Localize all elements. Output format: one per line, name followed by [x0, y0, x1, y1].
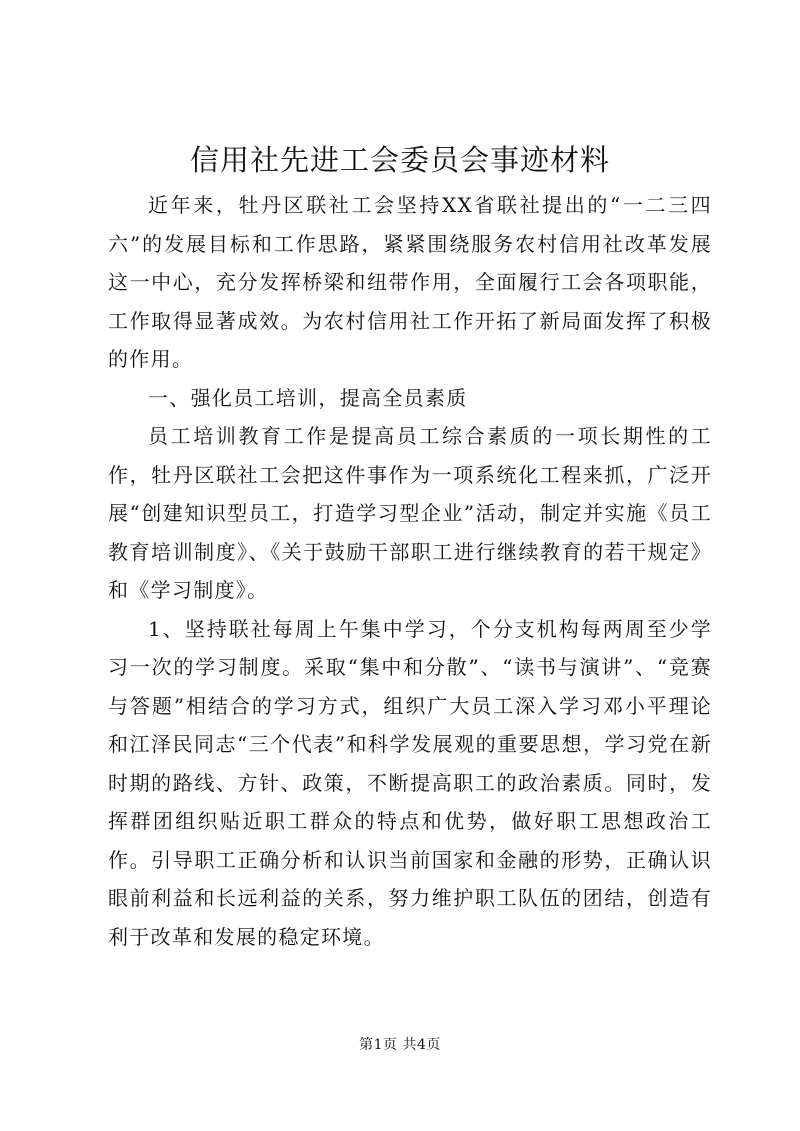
paragraph-training: 员工培训教育工作是提高员工综合素质的一项长期性的工作，牡丹区联社工会把这件事作为一项系统化工程来抓，广泛开展“创建知识型员工，打造学习型企业”活动，制定并实施《员工教育培训制度》、《关于鼓励干部职工进行继续教育的若干规定》和《学习制度》。 — [108, 424, 712, 602]
paragraph-study-system: 1、坚持联社每周上午集中学习，个分支机构每两周至少学习一次的学习制度。采取“集中和分散”、“读书与演讲”、“竞赛与答题”相结合的学习方式，组织广大员工深入学习邓小平理论和江泽民同志“三个代表”和科学发展观的重要思想，学习党在新时期的路线、方针、政策，不断提高职工的政治素质。同时，发挥群团组织贴近职工群众的特点和优势，做好职工思想政治工作。引导职工正确分析和认识当前国家和金融的形势，正确认识眼前利益和长远利益的关系，努力维护职工队伍的团结，创造有利于改革和发展的稳定环境。 — [108, 616, 712, 949]
paragraph-intro: 近年来，牡丹区联社工会坚持XX省联社提出的“一二三四六”的发展目标和工作思路，紧紧围绕服务农村信用社改革发展这一中心，充分发挥桥梁和纽带作用，全面履行工会各项职能，工作取得显著成效。为农村信用社工作开拓了新局面发挥了积极的作用。 — [108, 193, 712, 371]
section-heading: 一、强化员工培训，提高全员素质 — [148, 385, 468, 410]
document-body — [108, 186, 712, 956]
document-title: 信用社先进工会委员会事迹材料 — [189, 143, 610, 177]
page-footer: 第1页 共4页 — [359, 1037, 441, 1053]
